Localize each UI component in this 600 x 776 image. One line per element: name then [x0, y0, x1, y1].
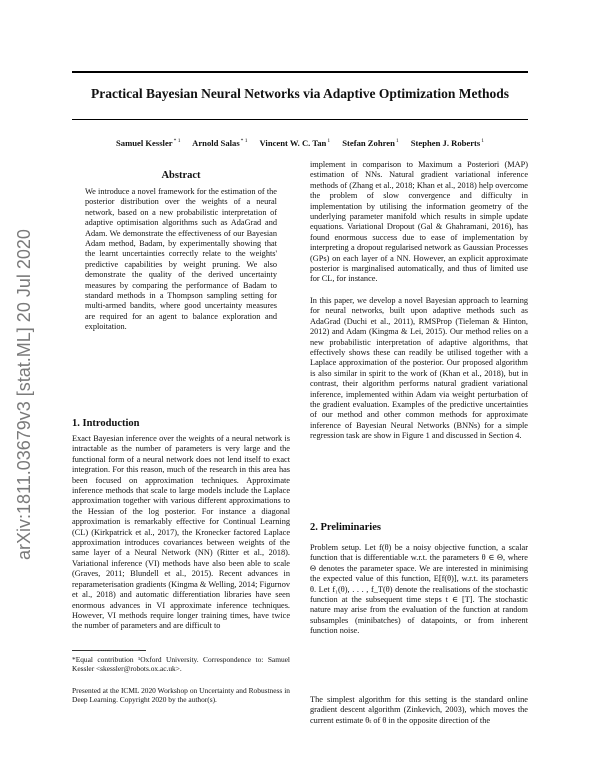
title-top-rule [72, 71, 528, 73]
introduction-text [72, 434, 290, 632]
preliminaries-paragraph: Problem setup. Let f(θ) be a noisy objective function, a scalar function that is differentiable w.r.t. the parameters θ ∈ Θ, where Θ denotes the parameter space. We are interested in minimising the expected value of this function, E[f(θ)], w.r.t. its parameters θ. Let f₁(θ), . . . , f_T(θ) denote the realisations of the stochastic function at the subsequent time steps t ∈ [T]. The stochastic nature may arise from the evaluation of the function at random subsamples (minibatches) of datapoints, or from inherent function noise. [310, 543, 528, 636]
author-name: Stefan Zohren [342, 138, 395, 148]
footnote-correspondence: *Equal contribution ¹Oxford University. Correspondence to: Samuel Kessler <skessler@robots.ox.ac.uk>. [72, 655, 290, 674]
body-paragraph: In this paper, we develop a novel Bayesian approach to learning for neural networks, built upon adaptive methods such as AdaGrad (Duchi et al., 2011), RMSProp (Tieleman & Hinton, 2012) and Adam (Kingma & Lei, 2015). Our method relies on a new probabilistic interpretation of adaptive algorithms, that effectively shows these can readily be utilised together with a Laplace approximation of the posterior. Our proposed algorithm is also similar in spirit to the work of (Khan et al., 2018), but in contrast, their algorithm performs natural gradient variational inference, implemented within Adam via weight perturbation of the gradient evaluation. Examples of the predictive uncertainties of our method and other common methods for approximate inference of Bayesian Neural Networks (BNNs) for a simple regression task are show in Figure 1 and discussed in Section 4. [310, 296, 528, 441]
author-name: Stephen J. Roberts [410, 138, 481, 148]
author-name: Vincent W. C. Tan [259, 138, 327, 148]
author-affiliation: 1 [481, 138, 484, 145]
author-affiliation: * 1 [240, 138, 248, 145]
paper-title: Practical Bayesian Neural Networks via Adaptive Optimization Methods [90, 86, 510, 101]
author-name: Samuel Kessler [116, 138, 173, 148]
author-affiliation: 1 [395, 138, 399, 145]
introduction-paragraph: Exact Bayesian inference over the weights of a neural network is intractable as the number of parameters is very large and the functional form of a neural network does not lend itself to exact integration. For this reason, much of the research in this area has been focused on approximation techniques. Approximate inference methods that scale to large models include the Laplace approximation together with various different approximations to the Hessian of the log posterior. For instance a diagonal approximation is remarkably effective for Continual Learning (CL) (Kirkpatrick et al., 2017), the Kronecker factored Laplace approximation introduces covariances between weights of the same layer of a Neural Network (NN) (Ritter et al., 2018). Variational inference (VI) methods have also been able to scale (Graves, 2011; Blundell et al., 2015). Recent advances in reparameterisation gradients (Kingma & Welling, 2014; Figurnov et al., 2018) and automatic differentiation libraries have seen enormous advances in VI approximate inference techniques. However, VI methods require longer training times, have twice the number of parameters and are difficult to [72, 434, 290, 631]
footnote-affiliation [72, 655, 290, 673]
right-column-paragraph-2 [310, 296, 528, 442]
footnote-copyright: Presented at the ICML 2020 Workshop on Uncertainty and Robustness in Deep Learning. Copyright 2020 by the author(s). [72, 686, 290, 705]
footnote-workshop [72, 686, 290, 704]
section-heading-introduction: 1. Introduction [72, 418, 140, 429]
footnote-rule [72, 650, 146, 651]
author-name: Arnold Salas [192, 138, 240, 148]
author-affiliation: * 1 [173, 138, 181, 145]
right-column-paragraph-1 [310, 160, 528, 285]
abstract-paragraph: We introduce a novel framework for the estimation of the posterior distribution over the weights of a neural network, based on a new probabilistic interpretation of adaptive optimisation algorithms such as AdaGrad and Adam. We demonstrate the effectiveness of our Bayesian Adam method, Badam, by experimentally showing that the learnt uncertainties correctly relate to the weights' predictive capabilities by weight pruning. We also demonstrate the quality of the derived uncertainty measures by comparing the performance of Badam to standard methods in a Thompson sampling setting for multi-armed bandits, where good uncertainty measures are required for an agent to balance exploration and exploitation. [85, 187, 277, 332]
body-paragraph: implement in comparison to Maximum a Posteriori (MAP) estimation of NNs. Natural gradient variational inference methods of (Zhang et al., 2018; Khan et al., 2018) help overcome the problem of slow convergence and difficulty in implementation by utilising the information geometry of the underlying parameter manifold which results in simple update equations. Variational Dropout (Gal & Ghahramani, 2016), has found enormous success due to ease of implementation by interpreting a dropout regularised network as Gaussian Processes (GPs) on each layer of a NN. However, an explicit approximate posterior is marginalised automatically, and thus of limited use for CL, for instance. [310, 160, 528, 284]
title-bottom-rule [72, 119, 528, 120]
preliminaries-text-2 [310, 695, 528, 726]
preliminaries-text [310, 543, 528, 637]
author-list [72, 138, 528, 148]
author-affiliation: 1 [327, 138, 331, 145]
preliminaries-paragraph-2: The simplest algorithm for this setting is the standard online gradient descent algorithm (Zinkevich, 2003), which moves the current estimate θₜ of θ in the opposite direction of the [310, 695, 528, 725]
abstract-heading: Abstract [161, 170, 201, 181]
abstract-text [85, 187, 277, 333]
section-heading-preliminaries: 2. Preliminaries [310, 522, 381, 533]
arxiv-identifier: arXiv:1811.03679v3 [stat.ML] 20 Jul 2020 [14, 229, 34, 560]
